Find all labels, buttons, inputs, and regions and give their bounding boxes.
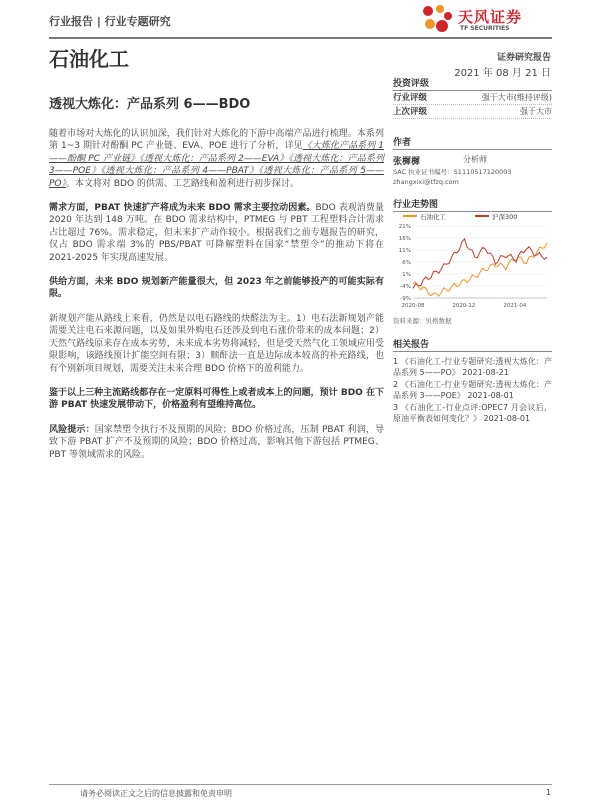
logo-name: 天风证券 [458,8,523,26]
series-line [413,243,547,296]
related-item[interactable]: 1 《石油化工-行业专题研究:透视大炼化：产品系列 5——PO》 2021-08-21 [393,357,552,377]
legend-label: 石油化工 [420,213,446,221]
y-tick-label: 21% [398,224,411,230]
rating-value: 强于大市(维持评级) [481,93,552,102]
y-tick-label: 16% [398,236,411,242]
related-list [393,356,552,424]
company-logo [420,4,552,36]
previous-rating-label: 上次评级 [393,107,428,117]
author-certificate: SAC 执业证书编号：S1110517120003 [393,168,512,176]
sidebar [393,76,552,212]
previous-rating-value: 强于大市 [520,107,552,116]
route-paragraph: 新规划产能从路线上来看，仍然是以电石路线的炔醛法为主。1）电石法新规划产能需要关注电石来源问题，以及如果外购电石还涉及到电石涨价带来的成本问题；2）天然气路线原来存在成本劣势，未来成本劣势将减轻，但是受天然气化工领域应用受限影响，该路线预计扩能空间有限；3）顺酐法一直是边际成本较高的补充路线，也有个别新项目规划，需要关注未来合理 BDO 价格下的盈利能力。 [49,313,384,374]
logo-emblem-icon [420,4,454,36]
related-item[interactable]: 2 《石油化工-行业专题研究:透视大炼化：产品系列 3——POE》 2021-08-01 [393,380,552,400]
page-header [49,10,552,40]
author-email[interactable]: zhangxixi@tfzq.com [393,178,459,186]
page-number: 1 [545,788,551,797]
y-tick-label: 11% [398,248,411,254]
report-title: 透视大炼化：产品系列 6——BDO [49,97,251,112]
author-heading: 作者 [393,135,552,150]
supply-paragraph: 供给方面，未来 BDO 规划新产能量很大，但 2023 年之前能够投产的可能实际有限。 [49,277,384,300]
y-tick-label: -9% [400,296,411,302]
header-divider [49,37,552,39]
y-tick-label: 6% [402,260,411,266]
trend-chart-svg [393,196,552,318]
author-role: 分析师 [463,155,487,164]
legend-label: 沪深300 [492,213,518,221]
demand-paragraph: 需求方面，PBAT 快速扩产将成为未来 BDO 需求主要拉动因素。BDO 表观消费量 2020 年达到 148 万吨。在 BDO 需求结构中，PTMEG 与 PBT 工程塑料合计需求占比超过 76%。需求稳定，但未来扩产动作较小。根据我们之前专题报告的研究，仅占 BDO 需求端 3%的 PBS/PBAT 可降解塑料在国家“禁塑令”的推动下将在 2021-2025 年实现高速发展。 [49,203,384,263]
x-tick-label: 2020-08 [401,303,425,309]
x-tick-label: 2021-04 [503,303,527,309]
related-reports [393,337,552,425]
series-links[interactable]: 《大炼化产品系列 1——酚酮 PC 产业链》《透视大炼化：产品系列 2——EVA》《透视大炼化：产品系列 3——POE》《透视大炼化：产品系列 4——PBAT》《透视大炼化：产品系列 5——PO》 [49,141,384,189]
industry-title: 石油化工 [49,47,129,71]
report-type: 证券研究报告 [496,53,551,63]
y-tick-label: -4% [400,284,411,290]
related-heading: 相关报告 [393,337,552,352]
footer-disclaimer: 请务必阅读正文之后的信息披露和免责申明 [80,789,232,798]
author-row [393,154,552,167]
related-item[interactable]: 3 《石油化工-行业点评:OPEC7 月会议后，原油平衡表如何变化？》 2021-08-01 [393,403,552,423]
x-tick-label: 2020-12 [452,303,476,309]
trend-chart [393,196,552,318]
previous-rating-row [393,105,552,119]
report-body [49,128,384,461]
footer-divider [49,784,552,785]
y-tick-label: 1% [402,272,411,278]
intro-paragraph: 随着市场对大炼化的认识加深，我们针对大炼化的下游中高端产品进行梳理。本系列第 1~3 期针对酚酮 PC 产业链、EVA、POE 进行了分析，详见《大炼化产品系列 1——酚酮 PC 产业链》《透视大炼化：产品系列 2——EVA》《透视大炼化：产品系列 3——POE》《透视大炼化：产品系列 4——PBAT》《透视大炼化：产品系列 5——PO》。本文将对 BDO 的供需、工艺路线和盈利进行初步探讨。 [49,129,384,189]
rating-heading: 投资评级 [393,76,552,91]
conclusion-paragraph: 鉴于以上三种主流路线都存在一定原料可得性上或者成本上的问题，预计 BDO 在下游 PBAT 快速发展带动下，价格盈利有望维持高位。 [49,387,384,411]
rating-row [393,91,552,105]
breadcrumb: 行业报告 | 行业专题研究 [49,15,171,28]
risk-paragraph: 风险提示：国家禁塑令执行不及预期的风险；BDO 价格过高，压制 PBAT 利润，导致下游 PBAT 扩产不及预期的风险；BDO 价格过高，影响其他下游包括 PTMEG、PBT 等领域需求的风险。 [49,424,384,460]
report-date: 2021 年 08 月 21 日 [454,68,551,79]
rating-label: 行业评级 [393,93,428,103]
author-name: 张樨樨 [393,157,421,167]
chart-source: 资料来源：贝格数据 [393,317,452,325]
logo-subtitle: TF SECURITIES [460,25,510,32]
trend-heading: 行业走势图 [393,197,552,212]
